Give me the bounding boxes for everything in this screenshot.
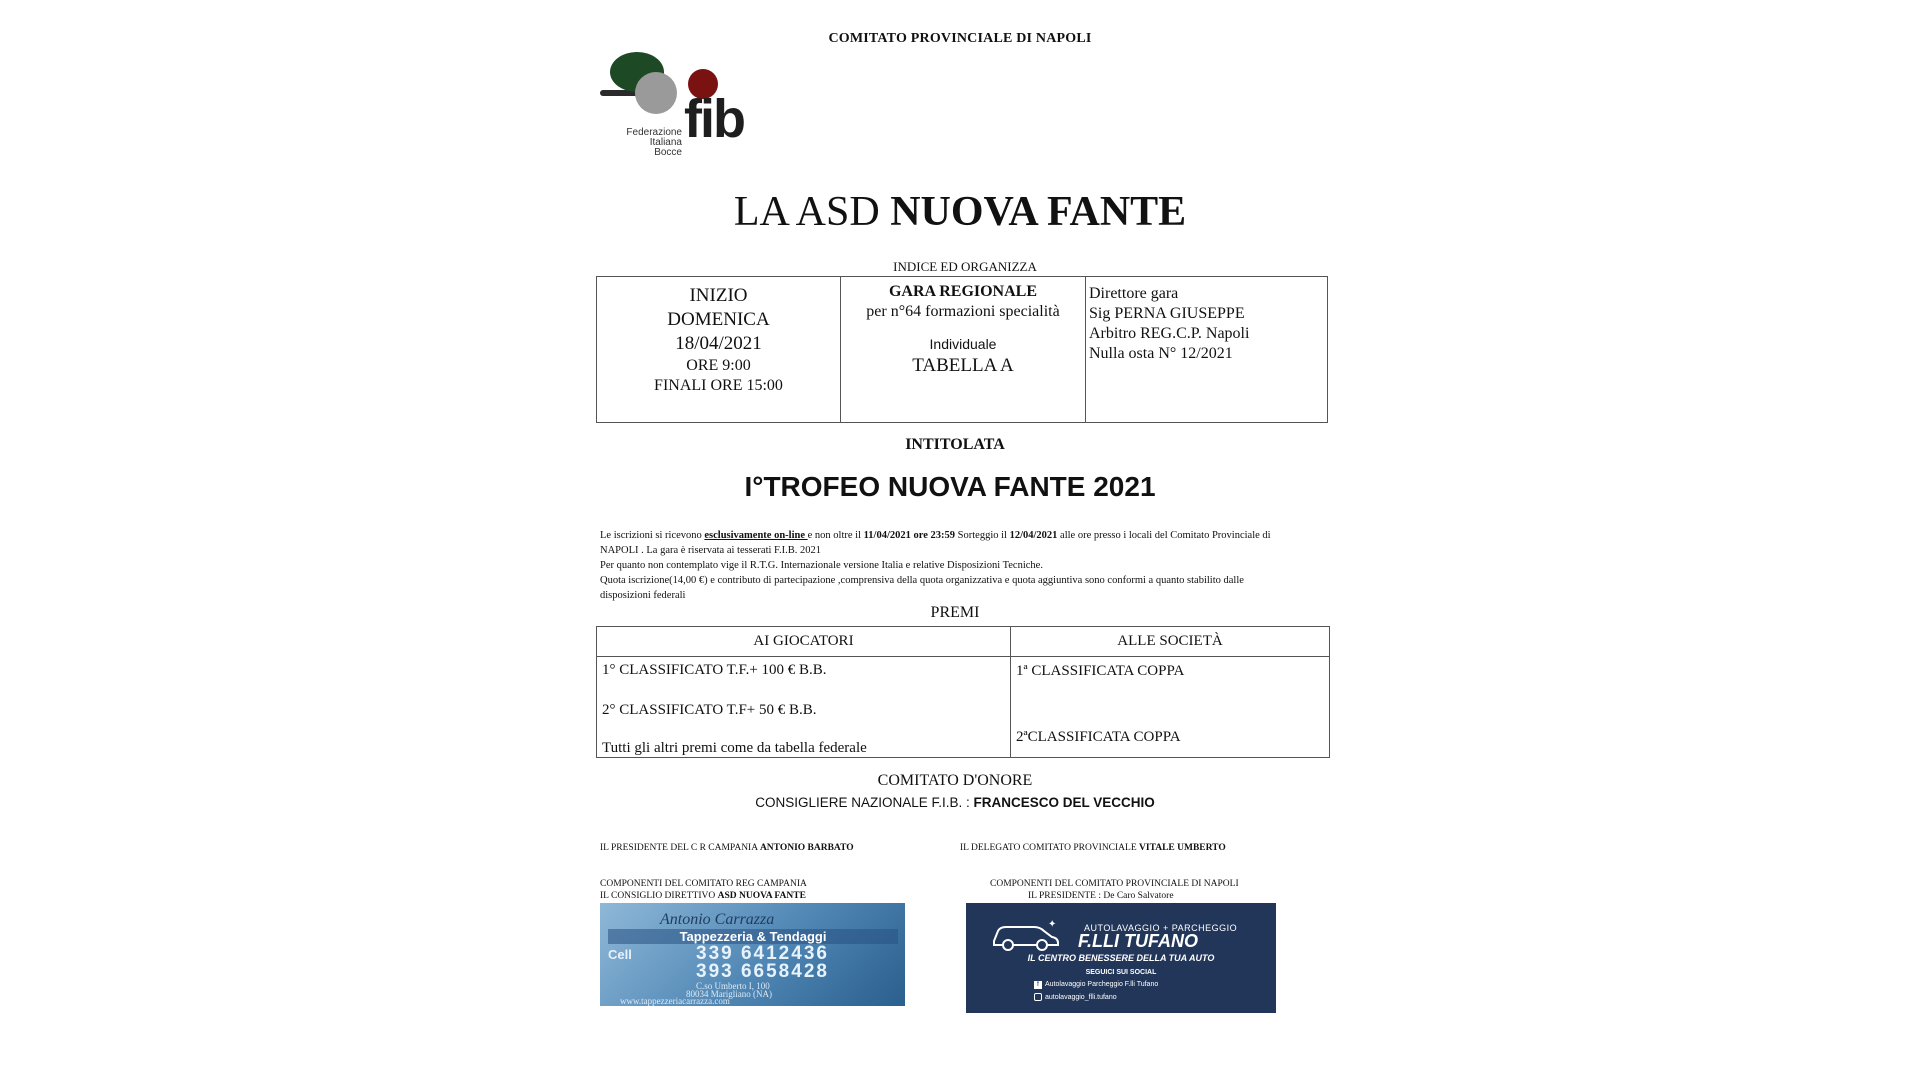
ad-left-line: Tappezzeria & Tendaggi (608, 929, 898, 944)
ad-right-facebook: f Autolavaggio Parcheggio F.lli Tufano (1034, 981, 1158, 989)
start-time: ORE 9:00 (686, 357, 751, 374)
gara-specialty: Individuale (929, 336, 997, 352)
gara-type: GARA REGIONALE (888, 283, 1038, 300)
rules-paragraph-2: Per quanto non contemplato vige il R.T.G. Internazionale versione Italia e relative Disposizioni Tecniche. (600, 560, 1043, 571)
ad-left-brand: Antonio Carrazza (660, 911, 775, 928)
info-table (596, 276, 1328, 423)
prize-club-1: 1ª CLASSIFICATA COPPA (1016, 663, 1185, 679)
prizes-players-list (597, 657, 1011, 757)
president-cr: IL PRESIDENTE DEL C R CAMPANIA ANTONIO BARBATO (600, 843, 854, 853)
prize-player-others: Tutti gli altri premi come da tabella federale (602, 740, 867, 756)
logo-federation-line2: Italiana Bocce (649, 137, 682, 158)
ad-left-phone-2: 393 6658428 (696, 961, 829, 982)
start-date: 18/04/2021 (675, 333, 762, 354)
provincial-committee: COMPONENTI DEL COMITATO PROVINCIALE DI NAPOLI (990, 879, 1239, 889)
title-name: NUOVA FANTE (890, 189, 1187, 235)
finals-time: FINALI ORE 15:00 (654, 377, 783, 394)
ad-left-address-2: 80034 Marigliano (NA) (686, 989, 772, 999)
provincial-president: IL PRESIDENTE : De Caro Salvatore (1028, 891, 1174, 901)
trophy-title: I°TROFEO NUOVA FANTE 2021 (744, 471, 1156, 502)
gara-table: TABELLA A (912, 355, 1014, 376)
ad-left-website: www.tappezzeriacarrazza.com (620, 996, 730, 1006)
board-of-directors: IL CONSIGLIO DIRETTIVO ASD NUOVA FANTE (600, 891, 806, 901)
director-label: Direttore gara (1089, 285, 1179, 302)
ad-right-instagram: autolavaggio_flli.tufano (1034, 993, 1117, 1001)
regional-committee: COMPONENTI DEL COMITATO REG CAMPANIA (600, 879, 807, 889)
nulla-osta: Nulla osta N° 12/2021 (1089, 345, 1233, 362)
fib-logo (600, 50, 770, 158)
ad-right-tagline: AUTOLAVAGGIO + PARCHEGGIO (1084, 923, 1238, 933)
honor-committee-title: COMITATO D'ONORE (877, 772, 1033, 789)
provincial-delegate: IL DELEGATO COMITATO PROVINCIALE VITALE UMBERTO (960, 843, 1226, 853)
start-day: DOMENICA (667, 309, 770, 330)
intitolata-label: INTITOLATA (905, 436, 1005, 453)
prizes-title: PREMI (930, 604, 980, 621)
start-label: INIZIO (689, 285, 748, 306)
prizes-clubs-list (1011, 657, 1329, 757)
director-name: Sig PERNA GIUSEPPE (1089, 305, 1245, 322)
logo-grey-ball (635, 72, 677, 114)
instagram-icon (1034, 993, 1042, 1001)
prizes-players-header: AI GIOCATORI (597, 627, 1011, 657)
facebook-icon: f (1034, 981, 1042, 989)
honor-name: FRANCESCO DEL VECCHIO (973, 795, 1155, 810)
info-start-column (597, 277, 841, 422)
info-competition-column (841, 277, 1086, 422)
honor-committee-member (600, 795, 1310, 810)
logo-federation-text (620, 128, 682, 158)
header-org: COMITATO PROVINCIALE DI NAPOLI (828, 31, 1092, 46)
page-title (600, 188, 1320, 236)
sponsor-banner-carwash (966, 903, 1276, 1013)
prize-player-2: 2° CLASSIFICATO T.F+ 50 € B.B. (602, 702, 817, 718)
gara-formations: per n°64 formazioni specialità (866, 303, 1060, 320)
rules-text (600, 528, 1290, 603)
referee: Arbitro REG.C.P. Napoli (1089, 325, 1250, 342)
prizes-table (596, 626, 1330, 758)
logo-federation-line1: Federazione (626, 127, 682, 138)
ad-left-address-1: C.so Umberto I, 100 (696, 981, 770, 991)
honor-role: CONSIGLIERE NAZIONALE F.I.B. : (755, 795, 974, 810)
ad-right-slogan: IL CENTRO BENESSERE DELLA TUA AUTO (1027, 953, 1215, 963)
prize-player-1: 1° CLASSIFICATO T.F.+ 100 € B.B. (602, 662, 827, 678)
sponsor-banner-upholstery (600, 903, 905, 1006)
ad-right-brand: F.LLI TUFANO (1078, 931, 1198, 951)
title-prefix: LA ASD (733, 189, 880, 235)
prize-club-2: 2ªCLASSIFICATA COPPA (1016, 729, 1181, 745)
ad-left-cell-label: Cell (608, 947, 632, 962)
svg-text:✦: ✦ (1048, 919, 1057, 930)
logo-fib-text: fib (684, 89, 744, 149)
rules-paragraph-1: Le iscrizioni si ricevono esclusivamente on-line e non oltre il 11/04/2021 ore 23:59 Sorteggio il 12/04/2021 alle ore presso i locali del Comitato Provinciale di NAPOLI . La gara è riservata ai tesserati F.I.B. 2021 (600, 530, 1271, 556)
car-icon (988, 917, 1064, 951)
rules-paragraph-3: Quota iscrizione(14,00 €) e contributo di partecipazione ,comprensiva della quota organizzativa e quota aggiuntiva sono conformi a quanto stabilito dalle disposizioni federali (600, 575, 1244, 601)
ad-right-social: SEGUICI SUI SOCIAL (1085, 969, 1157, 976)
prizes-clubs-header: ALLE SOCIETÀ (1011, 627, 1329, 657)
info-officials-column (1086, 277, 1327, 422)
ad-left-phone-1: 339 6412436 (696, 943, 829, 964)
indice-label: INDICE ED ORGANIZZA (893, 259, 1037, 274)
